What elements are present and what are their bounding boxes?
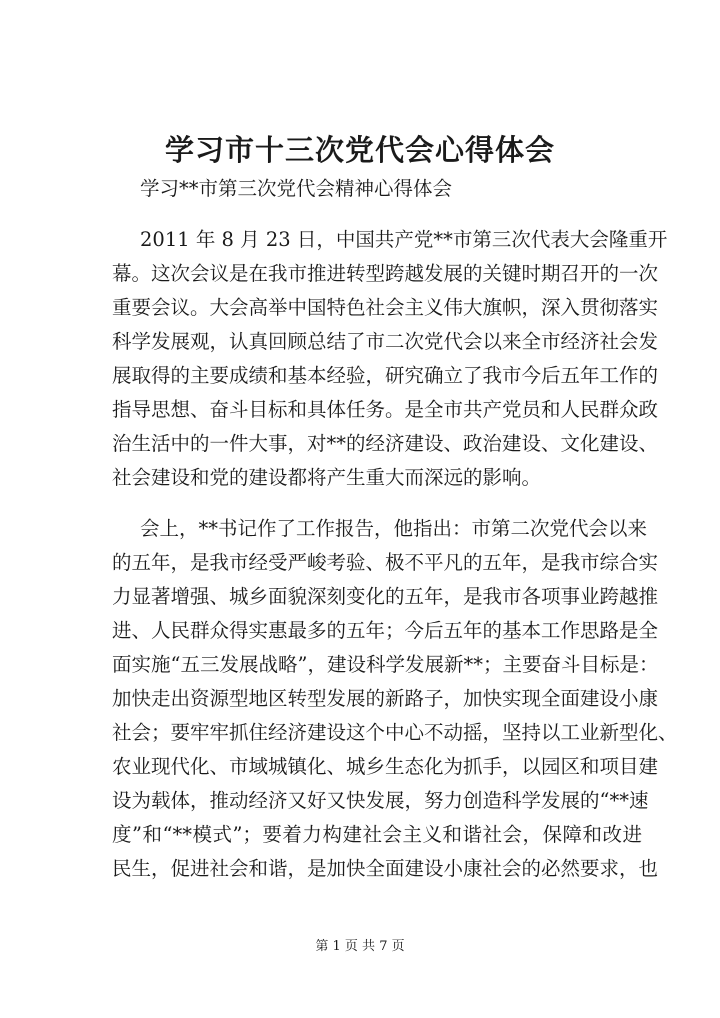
paragraph-line: 展取得的主要成绩和基本经验，研究确立了我市今后五年工作的: [112, 364, 659, 387]
paragraph-line: 农业现代化、市域城镇化、城乡生态化为抓手，以园区和项目建: [112, 755, 659, 778]
paragraph-line: 指导思想、奋斗目标和具体任务。是全市共产党员和人民群众政: [112, 398, 659, 421]
paragraph: [112, 172, 642, 206]
paragraph-line: 重要会议。大会高举中国特色社会主义伟大旗帜，深入贯彻落实: [112, 296, 659, 319]
paragraph-line: 科学发展观，认真回顾总结了市二次党代会以来全市经济社会发: [112, 330, 659, 353]
paragraph-line: 学习**市第三次党代会精神心得体会: [140, 177, 453, 200]
paragraph-line: 力显著增强、城乡面貌深刻变化的五年，是我市各项事业跨越推: [112, 585, 659, 608]
paragraph-line: 面实施“五三发展战略”，建设科学发展新**；主要奋斗目标是：: [112, 653, 659, 676]
paragraph-line: 会上，**书记作了工作报告，他指出：市第二次党代会以来: [140, 517, 648, 540]
paragraph-line: 民生，促进社会和谐，是加快全面建设小康社会的必然要求，也: [112, 857, 659, 880]
paragraph-line: 幕。这次会议是在我市推进转型跨越发展的关键时期召开的一次: [112, 262, 659, 285]
paragraph-line: 度”和“**模式”；要着力构建社会主义和谐社会，保障和改进: [112, 823, 642, 846]
paragraph-line: 社会；要牢牢抓住经济建设这个中心不动摇，坚持以工业新型化、: [112, 721, 678, 744]
paragraph: [112, 512, 678, 886]
document-title: 学习市十三次党代会心得体会: [164, 133, 555, 167]
paragraph-line: 设为载体，推动经济又好又快发展，努力创造科学发展的“**速: [112, 789, 649, 812]
paragraph-line: 进、人民群众得实惠最多的五年；今后五年的基本工作思路是全: [112, 619, 659, 642]
page-footer: 第 1 页 共 7 页: [315, 939, 405, 954]
document-body: [112, 172, 678, 903]
paragraph-line: 的五年，是我市经受严峻考验、极不平凡的五年，是我市综合实: [112, 551, 659, 574]
paragraph-line: 加快走出资源型地区转型发展的新路子，加快实现全面建设小康: [112, 687, 659, 710]
paragraph: [112, 223, 668, 495]
paragraph-line: 2011 年 8 月 23 日，中国共产党**市第三次代表大会隆重开: [140, 228, 668, 251]
paragraph-line: 社会建设和党的建设都将产生重大而深远的影响。: [112, 466, 542, 489]
paragraph-line: 治生活中的一件大事，对**的经济建设、政治建设、文化建设、: [112, 432, 659, 455]
